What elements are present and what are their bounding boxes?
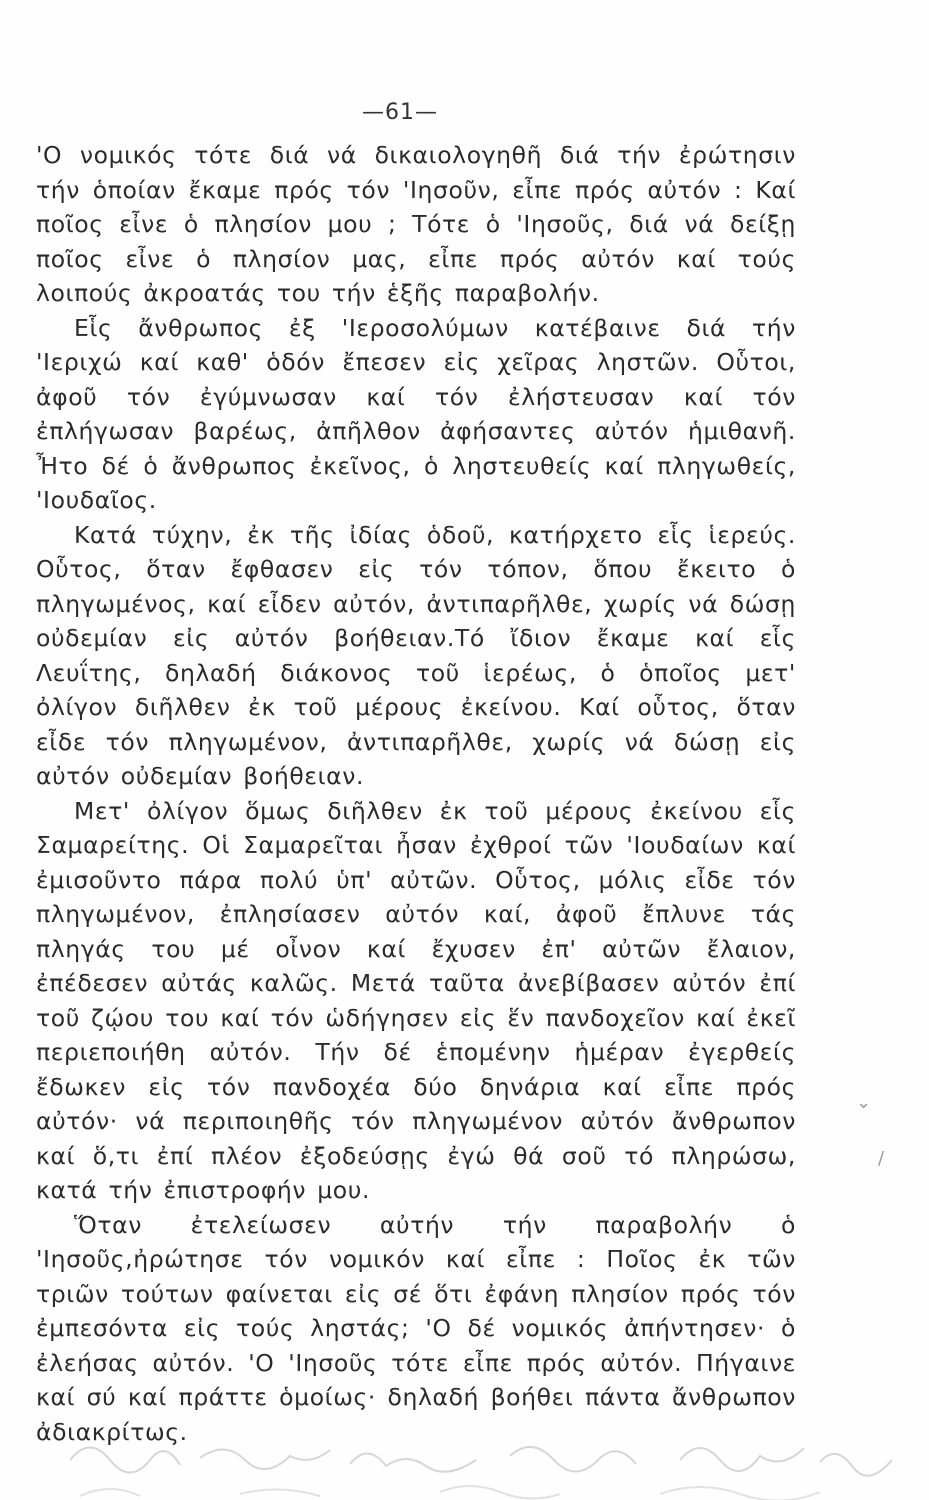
- paragraph-2: Εἷς ἄνθρωπος ἐξ 'Ιεροσολύμων κατέβαινε διά τήν 'Ιεριχώ καί καθ' ὁδόν ἔπεσεν εἰς χεῖρας ληστῶν. Οὗτοι, ἀφοῦ τόν ἐγύμνωσαν καί τόν ἐλήστευσαν καί τόν ἐπλήγωσαν βαρέως, ἀπῆλθον ἀφήσαντες αὐτόν ἡμιθανῆ. Ἦτο δέ ὁ ἄνθρωπος ἐκεῖνος, ὁ ληστευθείς καί πληγωθείς, 'Ιουδαῖος.: [36, 313, 796, 514]
- margin-mark: ⌄: [856, 1092, 872, 1113]
- paragraph-3: Κατά τύχην, ἐκ τῆς ἰδίας ὁδοῦ, κατήρχετο εἷς ἱερεύς. Οὗτος, ὅταν ἔφθασεν εἰς τόν τόπον, ὅπου ἔκειτο ὁ πληγωμένος, καί εἶδεν αὐτόν, ἀντιπαρῆλθε, χωρίς νά δώσῃ οὐδεμίαν εἰς αὐτόν βοήθειαν.Τό ἴδιον ἔκαμε καί εἷς Λευΐτης, δηλαδή διάκονος τοῦ ἱερέως, ὁ ὁποῖος μετ' ὀλίγον διῆλθεν ἐκ τοῦ μέρους ἐκείνου. Καί οὗτος, ὅταν εἶδε τόν πληγωμένον, ἀντιπαρῆλθε, χωρίς νά δώσῃ εἰς αὐτόν οὐδεμίαν βοήθειαν.: [36, 520, 796, 790]
- handwriting-strokes: [60, 1420, 929, 1500]
- page-number: —61—: [362, 100, 438, 125]
- faint-handwriting-bleedthrough: [60, 1420, 929, 1500]
- paragraph-4: Μετ' ὀλίγον ὅμως διῆλθεν ἐκ τοῦ μέρους ἐκείνου εἷς Σαμαρείτης. Οἱ Σαμαρεῖται ἦσαν ἐχθροί τῶν 'Ιουδαίων καί ἐμισοῦντο πάρα πολύ ὑπ' αὐτῶν. Οὗτος, μόλις εἶδε τόν πληγωμένον, ἐπλησίασεν αὐτόν καί, ἀφοῦ ἔπλυνε τάς πληγάς του μέ οἶνον καί ἔχυσεν ἐπ' αὐτῶν ἔλαιον, ἐπέδεσεν αὐτάς καλῶς. Μετά ταῦτα ἀνεβίβασεν αὐτόν ἐπί τοῦ ζῴου του καί τόν ὡδήγησεν εἰς ἕν πανδοχεῖον καί ἐκεῖ περιεποιήθη αὐτόν. Τήν δέ ἑπομένην ἡμέραν ἐγερθείς ἔδωκεν εἰς τόν πανδοχέα δύο δηνάρια καί εἶπε πρός αὐτόν· νά περιποιηθῆς τόν πληγωμένον αὐτόν ἄνθρωπον καί ὅ,τι ἐπί πλέον ἐξοδεύσῃς ἐγώ θά σοῦ τό πληρώσω, κατά τήν ἐπιστροφήν μου.: [36, 796, 796, 1204]
- margin-mark: /: [878, 1148, 885, 1169]
- paragraph-5: Ὅταν ἐτελείωσεν αὐτήν τήν παραβολήν ὁ 'Ιησοῦς,ἠρώτησε τόν νομικόν καί εἶπε : Ποῖος ἐκ τῶν τριῶν τούτων φαίνεται εἰς σέ ὅτι ἐφάνη πλησίον πρός τόν ἐμπεσόντα εἰς τούς ληστάς; 'Ο δέ νομικός ἀπήντησεν· ὁ ἐλεήσας αὐτόν. 'Ο 'Ιησοῦς τότε εἶπε πρός αὐτόν. Πήγαινε καί σύ καί πράττε ὁμοίως· δηλαδή βοήθει πάντα ἄνθρωπον ἀδιακρίτως.: [36, 1210, 796, 1446]
- body-text: [36, 138, 796, 1449]
- paragraph-1: 'Ο νομικός τότε διά νά δικαιολογηθῆ διά τήν ἐρώτησιν τήν ὁποίαν ἔκαμε πρός τόν 'Ιησοῦν, εἶπε πρός αὐτόν : Καί ποῖος εἶνε ὁ πλησίον μου ; Τότε ὁ 'Ιησοῦς, διά νά δείξῃ ποῖος εἶνε ὁ πλησίον μας, εἶπε πρός αὐτόν καί τούς λοιπούς ἀκροατάς του τήν ἑξῆς παραβολήν.: [36, 141, 796, 307]
